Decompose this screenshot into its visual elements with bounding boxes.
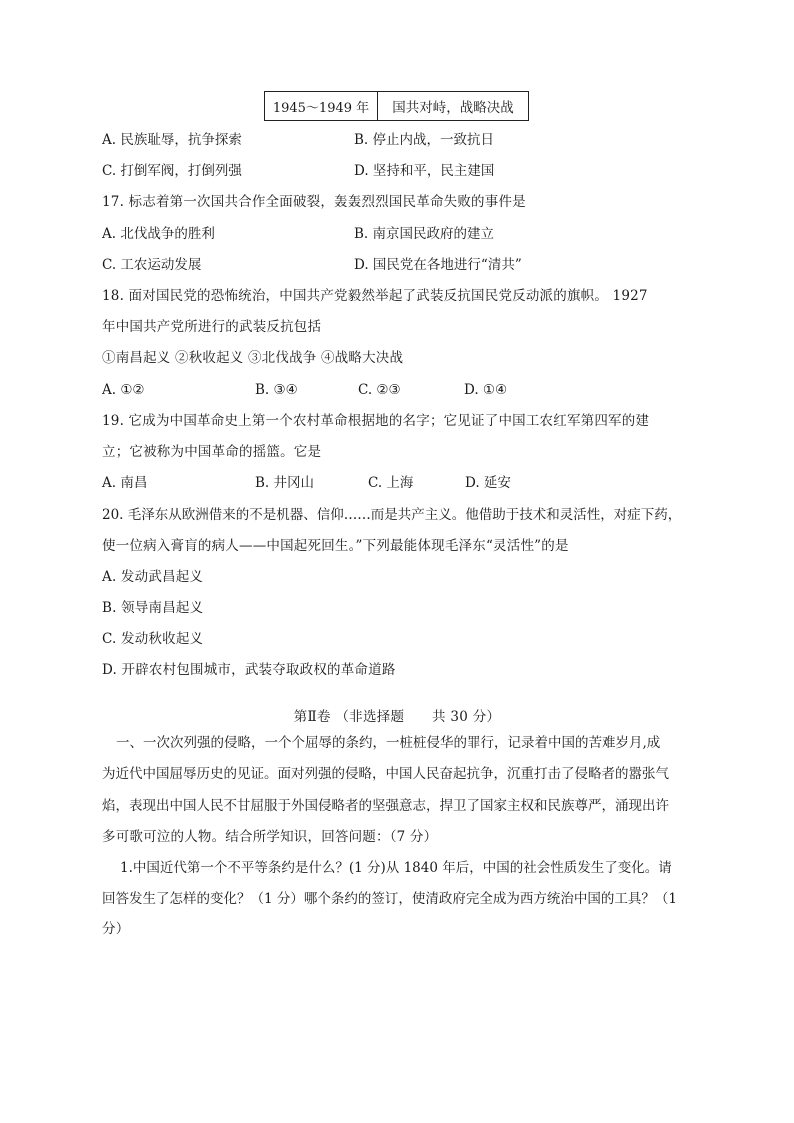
question-1-line-2: 回答发生了怎样的变化？（1 分）哪个条约的签订，使清政府完全成为西方统治中国的工具？（1 — [102, 891, 677, 907]
question-1-line-3: 分） — [102, 921, 130, 937]
q16-option-c: C. 打倒军阀，打倒列强 — [102, 163, 242, 179]
q18-stem-line1: 18. 面对国民党的恐怖统治，中国共产党毅然举起了武装反抗国民党反动派的旗帜。 1927 — [102, 288, 648, 304]
passage-line-1: 一、一次次列强的侵略，一个个屈辱的条约，一桩桩侵华的罪行，记录着中国的苦难岁月,成 — [116, 735, 661, 751]
q17-option-c: C. 工农运动发展 — [102, 257, 202, 273]
q18-option-c: C. ②③ — [358, 382, 401, 398]
q20-option-a: A. 发动武昌起义 — [102, 569, 204, 585]
theme-cell: 国共对峙，战略决战 — [392, 100, 514, 116]
passage-line-2: 为近代中国屈辱历史的见证。面对列强的侵略，中国人民奋起抗争，沉重打击了侵略者的嚣张气 — [102, 766, 669, 782]
q17-option-d: D. 国民党在各地进行“清共” — [354, 257, 522, 273]
period-cell: 1945～1949 年 — [265, 92, 378, 120]
question-1-line-1: 1.中国近代第一个不平等条约是什么？(1 分)从 1840 年后，中国的社会性质发生了变化。请 — [120, 860, 672, 876]
q19-option-d: D. 延安 — [465, 475, 511, 491]
period-header-table — [264, 91, 529, 121]
q20-option-d: D. 开辟农村包围城市，武装夺取政权的革命道路 — [102, 662, 396, 678]
q18-option-a: A. ①② — [102, 382, 145, 398]
q17-stem: 17. 标志着第一次国共合作全面破裂，轰轰烈烈国民革命失败的事件是 — [102, 194, 526, 210]
section-2-title: 第Ⅱ卷 （非选择题 共 30 分） — [293, 709, 501, 725]
q19-option-c: C. 上海 — [368, 475, 414, 491]
passage-line-4: 多可歌可泣的人物。结合所学知识，回答问题：（7 分） — [102, 829, 438, 845]
passage-line-3: 焰，表现出中国人民不甘屈服于外国侵略者的坚强意志，捍卫了国家主权和民族尊严，涌现出许 — [102, 798, 669, 814]
q16-option-d: D. 坚持和平，民主建国 — [354, 163, 495, 179]
q18-stem-line2: 年中国共产党所进行的武装反抗包括 — [102, 319, 322, 335]
q18-option-b: B. ③④ — [255, 382, 298, 398]
q19-option-b: B. 井冈山 — [255, 475, 315, 491]
q17-option-a: A. 北伐战争的胜利 — [102, 226, 215, 242]
q20-stem-line1: 20. 毛泽东从欧洲借来的不是机器、信仰……而是共产主义。他借助于技术和灵活性，对症下药， — [102, 507, 682, 523]
q19-stem-line1: 19. 它成为中国革命史上第一个农村革命根据地的名字；它见证了中国工农红军第四军的建 — [102, 413, 650, 429]
q19-stem-line2: 立；它被称为中国革命的摇篮。它是 — [102, 444, 322, 460]
q17-option-b: B. 南京国民政府的建立 — [354, 226, 495, 242]
q20-option-b: B. 领导南昌起义 — [102, 600, 204, 616]
q20-option-c: C. 发动秋收起义 — [102, 631, 204, 647]
q18-option-d: D. ①④ — [464, 382, 508, 398]
q19-option-a: A. 南昌 — [102, 475, 148, 491]
q20-stem-line2: 使一位病入膏肓的病人——中国起死回生。”下列最能体现毛泽东“灵活性”的是 — [102, 538, 569, 554]
q18-items: ①南昌起义 ②秋收起义 ③北伐战争 ④战略大决战 — [102, 350, 404, 366]
q16-option-b: B. 停止内战，一致抗日 — [354, 132, 495, 148]
q16-option-a: A. 民族耻辱，抗争探索 — [102, 132, 242, 148]
